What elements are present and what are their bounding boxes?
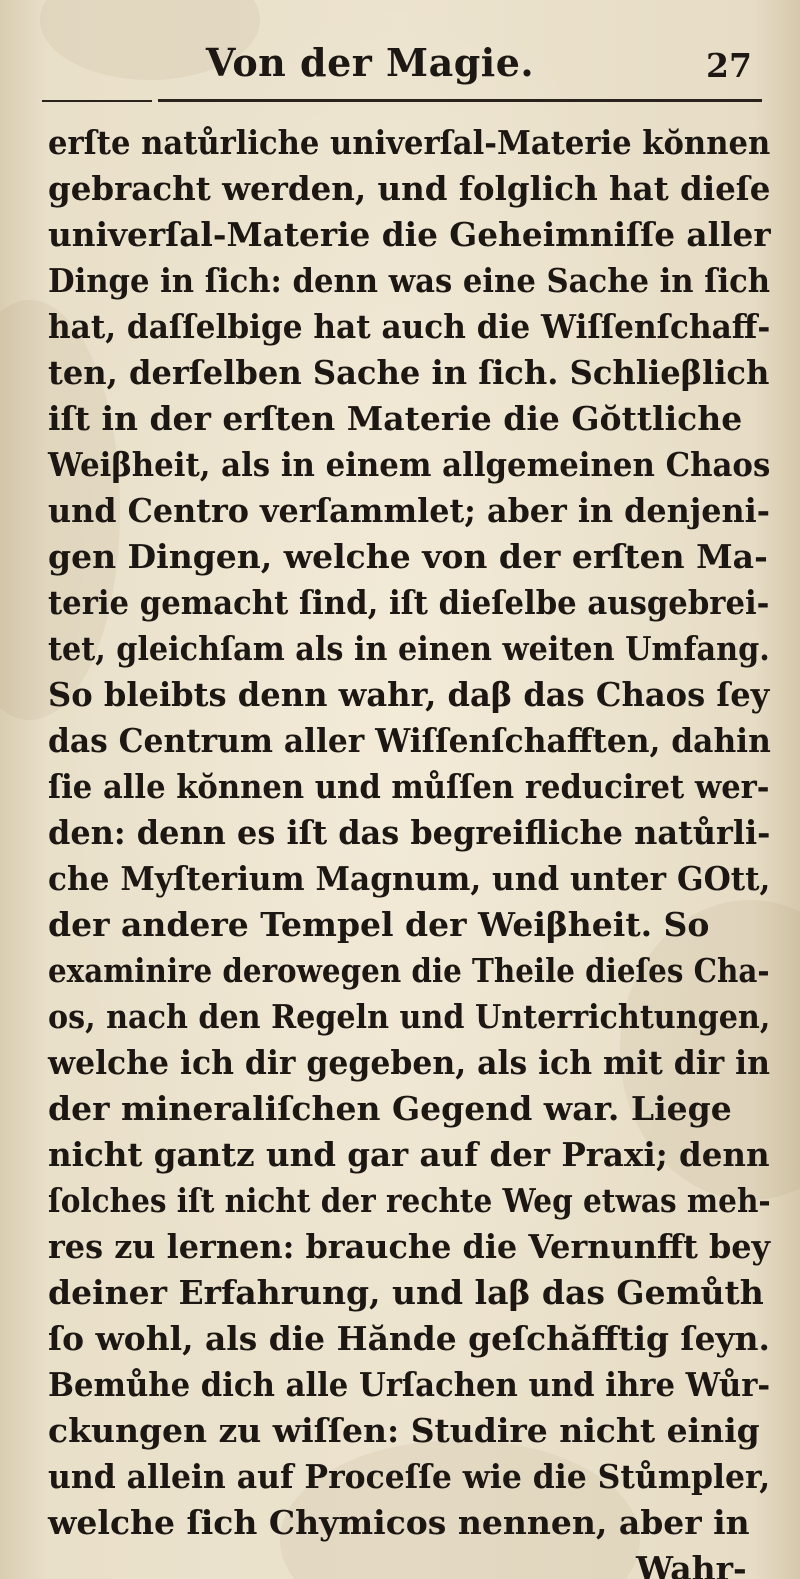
page-header — [0, 36, 800, 96]
text-line: Bemůhe dich alle Urſachen und ihre Wůr- — [48, 1365, 771, 1404]
text-line: deiner Erfahrung, und laβ das Gemůth — [48, 1273, 764, 1312]
text-line: das Centrum aller Wiſſenſchafften, dahin — [48, 721, 771, 760]
text-line: ſie alle kŏnnen und můſſen reduciret wer- — [48, 767, 770, 806]
text-line: der mineraliſchen Gegend war. Liege — [48, 1089, 732, 1128]
text-line: erſte natůrliche univerſal-Materie kŏnnen — [48, 123, 771, 162]
text-line: res zu lernen: brauche die Vernunfft bey — [48, 1227, 771, 1266]
text-line: examinire derowegen die Theile dieſes Cha- — [48, 951, 770, 990]
text-line: welche ſich Chymicos nennen, aber in — [48, 1503, 750, 1542]
text-line: iſt in der erſten Materie die Gŏttliche — [48, 399, 743, 438]
text-line: den: denn es iſt das begreifliche natůrli- — [48, 813, 771, 852]
text-line: und allein auf Proceſſe wie die Stůmpler, — [48, 1457, 771, 1496]
text-line: hat, daſſelbige hat auch die Wiſſenſchaff- — [48, 307, 771, 346]
text-line: ſolches iſt nicht der rechte Weg etwas meh- — [48, 1181, 771, 1220]
text-line: Weiβheit, als in einem allgemeinen Chaos — [48, 445, 771, 484]
text-line: ſo wohl, als die Hănde geſchăfftig ſeyn. — [48, 1319, 770, 1358]
text-line: gen Dingen, welche von der erſten Ma- — [48, 537, 768, 576]
header-rule-long — [158, 99, 762, 102]
text-line: tet, gleichſam als in einen weiten Umfang. — [48, 629, 770, 668]
text-line: ckungen zu wiſſen: Studire nicht einig — [48, 1411, 760, 1450]
text-line: che Myſterium Magnum, und unter GOtt, — [48, 859, 771, 898]
text-line: ten, derſelben Sache in ſich. Schlieβlich — [48, 353, 770, 392]
text-line: Dinge in ſich: denn was eine Sache in ſich — [48, 261, 771, 300]
catchword: Wahr- — [636, 1549, 747, 1579]
text-line: terie gemacht ſind, iſt dieſelbe ausgebrei- — [48, 583, 770, 622]
text-line: os, nach den Regeln und Unterrichtungen, — [48, 997, 771, 1036]
text-line: nicht gantz und gar auf der Praxi; denn — [48, 1135, 770, 1174]
text-line: gebracht werden, und folglich hat dieſe — [48, 169, 771, 208]
text-line: welche ich dir gegeben, als ich mit dir in — [48, 1043, 770, 1082]
text-line: und Centro verſammlet; aber in denjeni- — [48, 491, 770, 530]
text-line: univerſal-Materie die Geheimniſſe aller — [48, 215, 771, 254]
running-title: Von der Magie. — [205, 40, 535, 85]
header-rule-short — [42, 100, 152, 102]
text-line: So bleibts denn wahr, daβ das Chaos ſey — [48, 675, 770, 714]
page-number: 27 — [706, 46, 752, 85]
text-line: der andere Tempel der Weiβheit. So — [48, 905, 710, 944]
